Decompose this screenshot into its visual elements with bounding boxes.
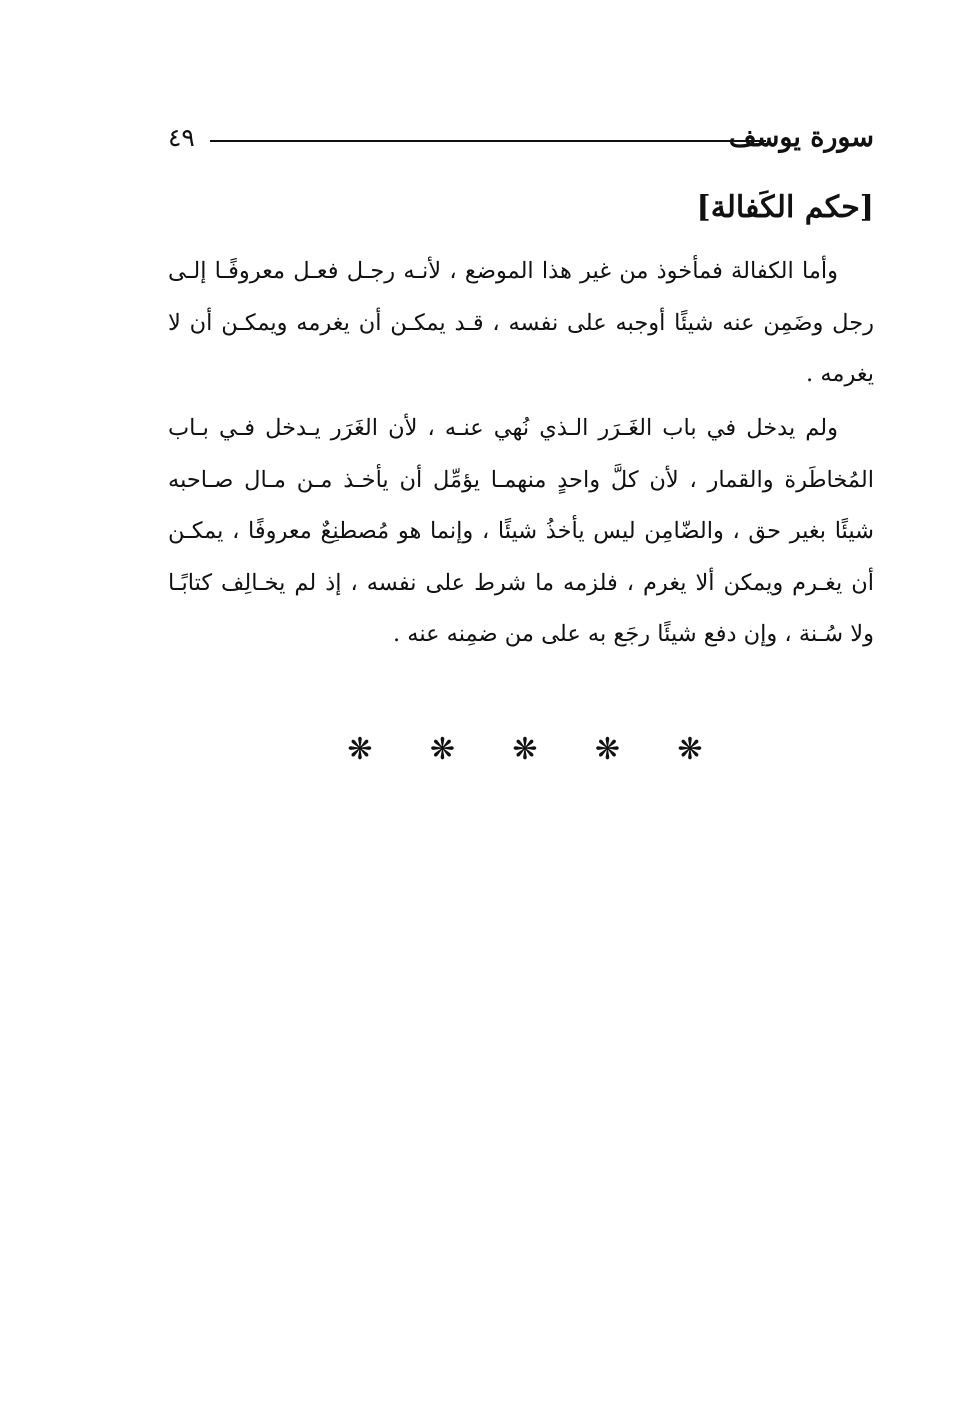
paragraph-1: وأما الكفالة فمأخوذ من غير هذا الموضع ، لأنـه رجـل فعـل معروفًـا إلـى رجل وضَمِن عنه شيئًا أوجبه على نفسه ، قـد يمكـن أن يغرمه ويمكـن أن لا يغرمه .: [168, 258, 874, 387]
section-heading: [حكم الكَفالة]: [696, 190, 874, 225]
star-ornament-icon: ❋: [512, 732, 538, 767]
star-ornament-icon: ❋: [594, 732, 621, 767]
running-header: [168, 118, 874, 158]
section-separator: [340, 730, 710, 770]
star-ornament-icon: ❋: [677, 732, 703, 767]
paragraph-2: ولم يدخل في باب الغَـرَر الـذي نُهي عنـه ، لأن الغَرَر يـدخل فـي بـاب المُخاطَرة والقمار ، لأن كلَّ واحدٍ منهمـا يؤمِّل أن يأخـذ مـن مـال صـاحبه شيئًا بغير حق ، والضّامِن ليس يأخذُ شيئًا ، وإنما هو مُصطنِعٌ معروفًا ، يمكـن أن يغـرم ويمكن ألا يغرم ، فلزمه ما شرط على نفسه ، إذ لم يخـالِف كتابًـا ولا سُـنة ، وإن دفع شيئًا رجَع به على من ضمِنه عنه .: [168, 415, 874, 647]
header-rule: [210, 140, 766, 142]
page-number: ٤٩: [168, 123, 195, 152]
chapter-title: سورة يوسف: [728, 122, 874, 153]
star-ornament-icon: ❋: [429, 732, 456, 767]
star-ornament-icon: ❋: [347, 732, 373, 767]
